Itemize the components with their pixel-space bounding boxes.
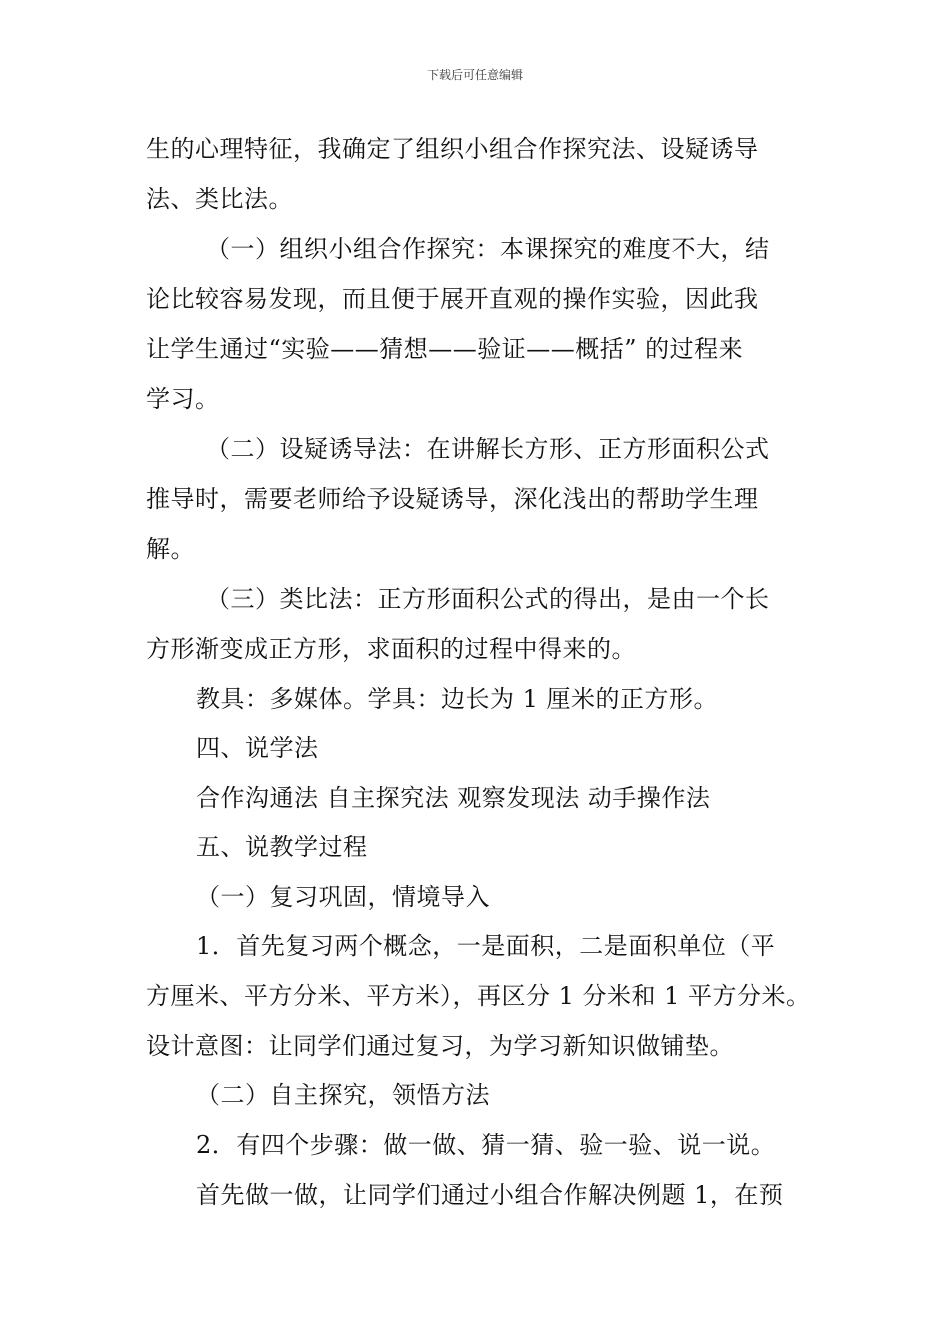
body-line: 首先做一做，让同学们通过小组合作解决例题 1，在预 (196, 1181, 784, 1209)
body-line: 设计意图：让同学们通过复习，为学习新知识做铺垫。 (146, 1032, 734, 1060)
body-line: 推导时，需要老师给予设疑诱导，深化浅出的帮助学生理 (146, 485, 759, 513)
body-line: 让学生通过“实验——猜想——验证——概括” 的过程来 (146, 335, 744, 363)
subsection-heading: （二）自主探究，领悟方法 (196, 1081, 490, 1109)
body-line: 1．首先复习两个概念，一是面积，二是面积单位（平 (196, 932, 776, 960)
body-line: 解。 (146, 535, 195, 563)
body-line: （二）设疑诱导法：在讲解长方形、正方形面积公式 (206, 435, 770, 463)
body-line: 方厘米、平方分米、平方米），再区分 1 分米和 1 平方分米。 (146, 982, 811, 1010)
section-heading: 四、说学法 (196, 734, 319, 762)
section-heading: 五、说教学过程 (196, 833, 368, 861)
subsection-heading: （一）复习巩固，情境导入 (196, 883, 490, 911)
body-line: 教具：多媒体。学具：边长为 1 厘米的正方形。 (196, 685, 719, 713)
body-line: （一）组织小组合作探究：本课探究的难度不大，结 (206, 235, 770, 263)
body-line: 2．有四个步骤：做一做、猜一猜、验一验、说一说。 (196, 1131, 776, 1159)
body-line: 法、类比法。 (146, 185, 293, 213)
page-header: 下载后可任意编辑 (426, 68, 523, 82)
body-line: 学习。 (146, 385, 220, 413)
body-line: 合作沟通法 自主探究法 观察发现法 动手操作法 (196, 784, 711, 812)
body-line: 方形渐变成正方形，求面积的过程中得来的。 (146, 635, 636, 663)
body-line: 论比较容易发现，而且便于展开直观的操作实验，因此我 (146, 285, 759, 313)
body-line: 生的心理特征，我确定了组织小组合作探究法、设疑诱导 (146, 135, 759, 163)
body-line: （三）类比法：正方形面积公式的得出，是由一个长 (206, 585, 770, 613)
